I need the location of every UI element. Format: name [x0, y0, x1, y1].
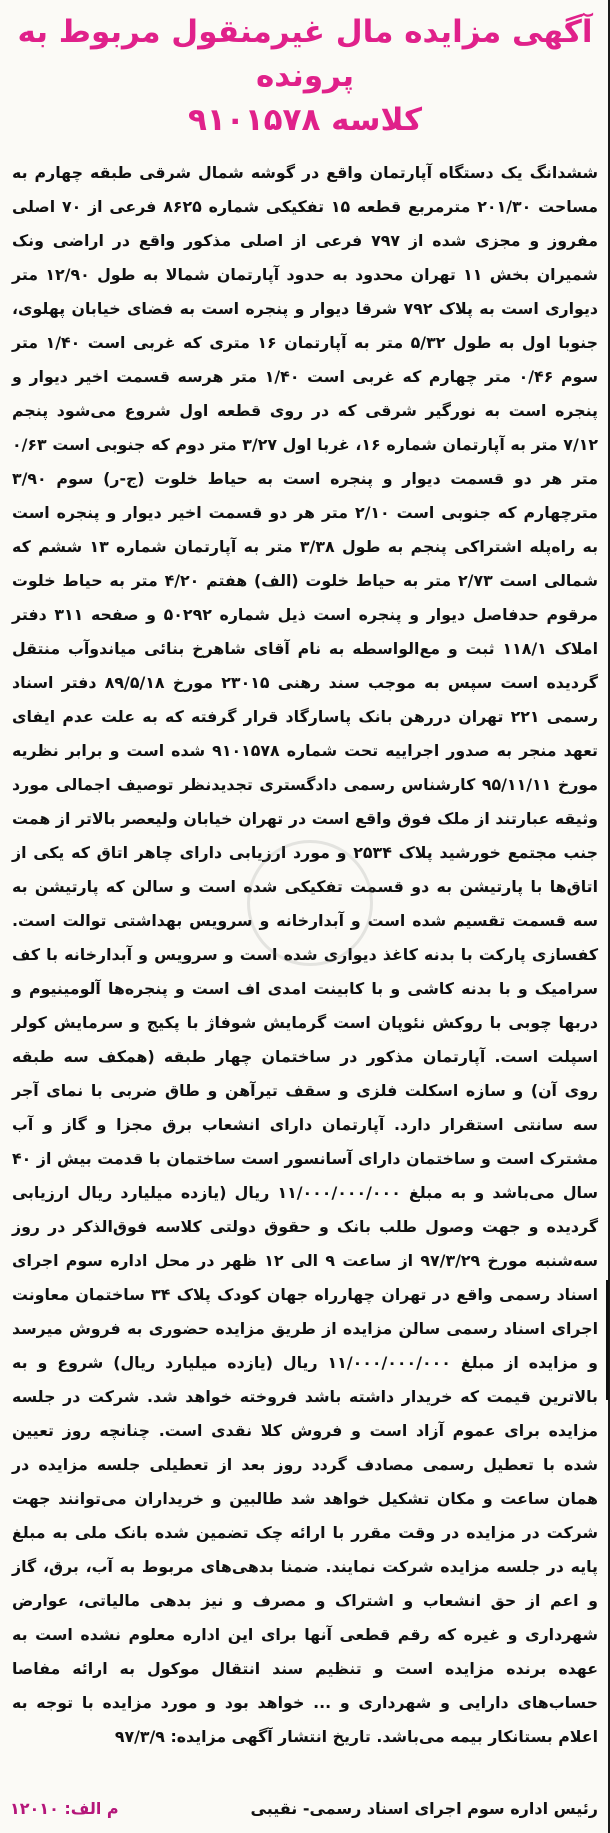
notice-footer: [10, 1793, 598, 1823]
signature: رئیس اداره سوم اجرای اسناد رسمی- نقیبی: [250, 1798, 598, 1818]
notice-title: [12, 10, 598, 142]
ad-code: م الف: ۱۲۰۱۰: [10, 1798, 119, 1818]
margin-line: [606, 1280, 609, 1400]
notice-body: ششدانگ یک دستگاه آپارتمان واقع در گوشه شمال شرقی طبقه چهارم به مساحت ۲۰۱/۳۰ مترمربع قطعه ۱۵ تفکیکی شماره ۸۶۲۵ فرعی از ۷۰ اصلی مفروز و مجزی شده از ۷۹۷ فرعی از اصلی مذکور واقع در اراضی ونک شمیران بخش ۱۱ تهران محدود به حدود آپارتمان شمالا به طول ۱۲/۹۰ متر دیواری است به پلاک ۷۹۲ شرقا دیوار و پنجره است به فضای خیابان پهلوی، جنوبا اول به طول ۵/۳۲ متر به آپارتمان ۱۶ متری که غربی است ۱/۴۰ متر سوم ۰/۴۶ متر چهارم که غربی است ۱/۴۰ متر هرسه قسمت اخیر دیوار و پنجره است به نورگیر شرقی که در روی قطعه اول شروع می‌شود پنجم ۷/۱۲ متر به آپارتمان شماره ۱۶، غربا اول ۳/۲۷ متر دوم که جنوبی است ۰/۶۳ متر هر دو قسمت دیوار و پنجره است به حیاط خلوت (ج-ر) سوم ۳/۹۰ مترچهارم که جنوبی است ۲/۱۰ متر هر دو قسمت اخیر دیوار و پنجره است به راه‌پله اشتراکی پنجم به طول ۳/۳۸ متر به آپارتمان شماره ۱۳ ششم که شمالی است ۲/۷۳ متر به حیاط خلوت (الف) هفتم ۴/۲۰ متر به حیاط خلوت مرقوم حدفاصل دیوار و پنجره است ذیل شماره ۵۰۲۹۲ و صفحه ۳۱۱ دفتر املاک ۱۱۸/۱ ثبت و مع‌الواسطه به نام آقای شاهرخ بنائی میاندوآب منتقل گردیده است سپس به موجب سند رهنی ۲۳۰۱۵ مورخ ۸۹/۵/۱۸ دفتر اسناد رسمی ۲۲۱ تهران دررهن بانک پاسارگاد قرار گرفته که به علت عدم ایفای تعهد منجر به صدور اجراییه تحت شماره ۹۱۰۱۵۷۸ شده است و برابر نظریه مورخ ۹۵/۱۱/۱۱ کارشناس رسمی دادگستری تجدیدنظر توصیف اجمالی مورد وثیقه عبارتند از ملک فوق واقع است در تهران خیابان ولیعصر بالاتر از همت جنب مجتمع خورشید پلاک ۲۵۳۴ و مورد ارزیابی دارای چاهر اتاق که یکی از اتاق‌ها با پارتیشن به دو قسمت تفکیکی شده است و سالن که پارتیشن به سه قسمت تقسیم شده است و آبدارخانه و سرویس بهداشتی توالت است. کفسازی پارکت با بدنه کاغذ دیواری شده است و سرویس و آبدارخانه با کف سرامیک و با بدنه کاشی و با کابینت امدی اف است و پنجره‌ها آلومینیوم و دربها چوبی با روکش نئوپان است گرمایش شوفاژ با پکیج و سرمایش کولر اسپلت است. آپارتمان مذکور در ساختمان چهار طبقه (همکف سه طبقه روی آن) و سازه اسکلت فلزی و سقف تیرآهن و طاق ضربی با نمای آجر سه سانتی استقرار دارد. آپارتمان دارای انشعاب برق مجزا و گاز و آب مشترک است و ساختمان دارای آسانسور است ساختمان با قدمت بیش از ۴۰ سال می‌باشد و به مبلغ ۱۱/۰۰۰/۰۰۰/۰۰۰ ریال (یازده میلیارد ریال ارزیابی گردیده و جهت وصول طلب بانک و حقوق دولتی کلاسه فوق‌الذکر در روز سه‌شنبه مورخ ۹۷/۳/۲۹ از ساعت ۹ الی ۱۲ ظهر در محل اداره سوم اجرای اسناد رسمی واقع در تهران چهارراه جهان کودک پلاک ۳۴ ساختمان معاونت اجرای اسناد رسمی سالن مزایده از طریق مزایده حضوری به فروش میرسد و مزایده از مبلغ ۱۱/۰۰۰/۰۰۰/۰۰۰ ریال (یازده میلیارد ریال) شروع و به بالاترین قیمت که خریدار داشته باشد فروخته خواهد شد. شرکت در جلسه مزایده برای عموم آزاد است و فروش کلا نقدی است. چنانچه روز تعیین شده با تعطیل رسمی مصادف گردد روز بعد از تعطیلی جلسه مزایده در همان ساعت و مکان تشکیل خواهد شد طالبین و خریداران می‌توانند جهت شرکت در مزایده در وقت مقرر با ارائه چک تضمین شده بانک ملی به مبلغ پایه در جلسه مزایده شرکت نمایند. ضمنا بدهی‌های مربوط به آب، برق، گاز و اعم از حق انشعاب و اشتراک و مصرف و نیز بدهی مالیاتی، عوارض شهرداری و غیره که رقم قطعی آنها برای این اداره معلوم نشده است به عهده برنده مزایده است و تنظیم سند انتقال موکول به ارائه مفاصا حساب‌های دارایی و شهرداری و ... خواهد بود و مورد مزایده با توجه به اعلام بستانکار بیمه می‌باشد. تاریخ انتشار آگهی مزایده: ۹۷/۳/۹: [12, 163, 599, 1746]
title-line-2: کلاسه ۹۱۰۱۵۷۸: [187, 102, 423, 138]
title-line-1: آگهی مزایده مال غیرمنقول مربوط به پرونده: [17, 14, 593, 94]
